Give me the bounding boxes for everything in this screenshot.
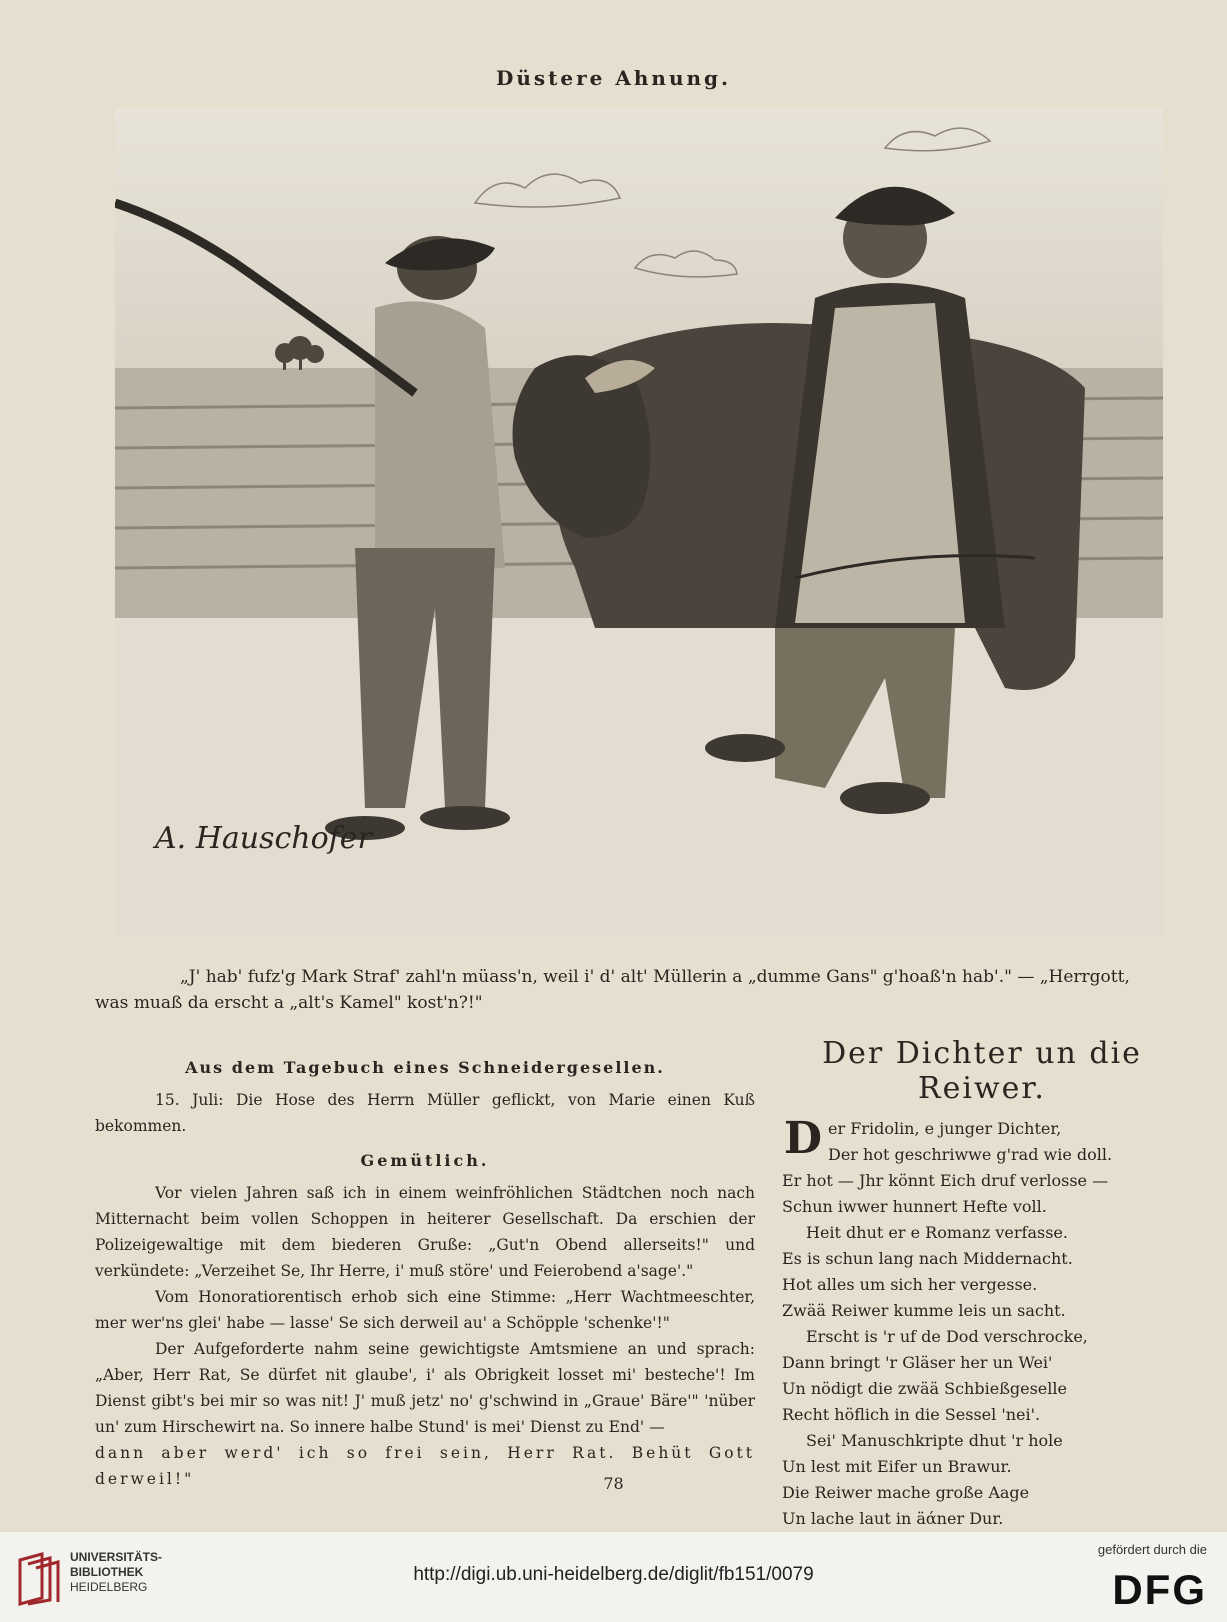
poem-line: Erscht is 'r uf de Dod verschrocke, [806,1327,1088,1346]
poem-line: Er hot — Jhr könnt Eich druf verlosse — [782,1171,1109,1190]
poem-line: Die Reiwer mache große Aage [782,1483,1030,1502]
poem-line: Hot alles um sich her vergesse. [782,1275,1038,1294]
poem-line: Sei' Manuschkripte dhut 'r hole [806,1431,1063,1450]
caption-line-1: „J' hab' fufz'g Mark Straf' zahl'n müass'n, weil i' d' alt' Müllerin a „dumme Gans" g'hoaß'n hab'." — „Herrgott, [180,967,1130,987]
poem-line: Heit dhut er e Romanz verfasse. [806,1223,1068,1242]
paragraph-2: Vom Honoratiorentisch erhob sich eine Stimme: „Herr Wachtmeeschter, mer wer'ns glei' habe — lasse' Se sich derweil au' a Schöpple 'schenke'!" [95,1288,755,1332]
poem-line: Un nödigt die zwää Schbießgeselle [782,1379,1067,1398]
footer-bar [0,1532,1227,1622]
illustration-caption [95,964,1170,1016]
illustration-farmers-with-ox [115,108,1163,936]
uni-line-3: HEIDELBERG [70,1580,148,1594]
poem-line: Recht höflich in die Sessel 'nei'. [782,1405,1041,1424]
paragraph-3: Der Aufgeforderte nahm seine gewichtigste Amtsmiene an und sprach: „Aber, Herr Rat, Se dürfet nit glaube', i' als Obrigkeit losset mi' besteche'! Im Dienst gibt's bei mir so was nit! J' muß jetz' no' g'schwind in „Graue' Bäre'" 'nüber un' zum Hirschewirt na. So innere halbe Stund' is mei' Dienst zu End' — [95,1340,755,1436]
page-title: Düstere Ahnung. [496,66,731,90]
poem-line: Dann bringt 'r Gläser her un Wei' [782,1353,1053,1372]
section-text-tagebuch: 15. Juli: Die Hose des Herrn Müller geflickt, von Marie einen Kuß bekommen. [95,1091,755,1135]
caption-line-2: was muaß da erscht a „alt's Kamel" kost'n?!" [95,993,483,1013]
section-title-tagebuch: Aus dem Tagebuch eines Schneidergesellen. [185,1058,665,1077]
poem-line: Un lache laut in äάner Dur. [782,1509,1004,1528]
poem-line: Es is schun lang nach Middernacht. [782,1249,1073,1268]
digital-library-link[interactable]: http://digi.ub.uni-heidelberg.de/diglit/fb151/0079 [413,1564,814,1585]
uni-line-1: UNIVERSITÄTS- [70,1550,163,1564]
funded-by-label: gefördert durch die [1097,1542,1207,1557]
poem-dropcap: D [783,1113,823,1164]
page-number: 78 [603,1474,624,1493]
poem-line: er Fridolin, e junger Dichter, [828,1119,1062,1138]
poem-line: Der hot geschriwwe g'rad wie doll. [828,1145,1113,1164]
uni-line-2: BIBLIOTHEK [70,1565,144,1579]
paragraph-1: Vor vielen Jahren saß ich in einem weinfröhlichen Städtchen noch nach Mitternacht beim vollen Schoppen in heiterer Gesellschaft. Da erschien der Polizeigewaltige mit dem biederen Gruße: „Gut'n Obend allerseits!" und verkündete: „Verzeihet Se, Ihr Herre, i' muß störe' und Feierobend a'sage'." [95,1184,755,1280]
poem-title: Der Dichter un die Reiwer. [822,1036,1142,1106]
poem-line: Schun iwwer hunnert Hefte voll. [782,1197,1047,1216]
left-column [95,1058,755,1492]
poem-body [782,1113,1182,1532]
section-title-gemuetlich: Gemütlich. [360,1151,490,1170]
illustration-drawing [115,108,1163,936]
poem-line: Zwää Reiwer kumme leis un sacht. [782,1301,1066,1320]
poem-line: Un lest mit Eifer un Brawur. [782,1457,1012,1476]
paragraph-4: dann aber werd' ich so frei sein, Herr Rat. Behüt Gott derweil!" [95,1444,755,1488]
right-column [782,1036,1182,1532]
dfg-logo: DFG [1112,1566,1207,1613]
artist-signature: A. Hauschofer [155,821,372,856]
